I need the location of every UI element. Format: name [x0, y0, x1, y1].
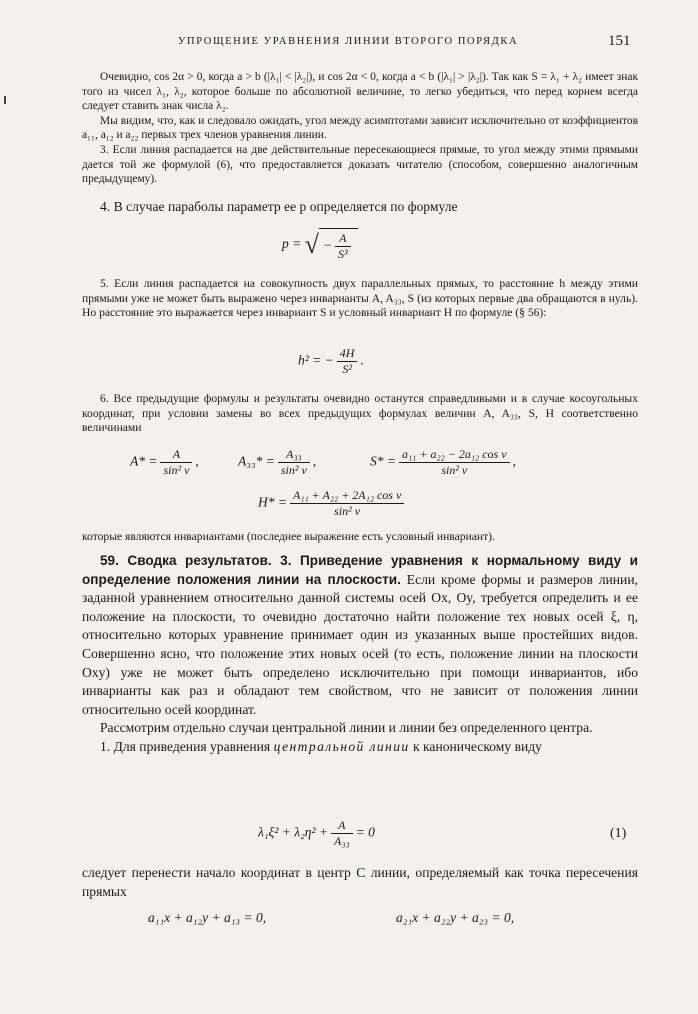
- a33-star-den: sin² ν: [280, 463, 307, 477]
- h-star-frac: [290, 488, 404, 519]
- item5-paragraph: 5. Если линия распадается на совокупность двух параллельных прямых, то расстояние h между этими прямыми уже не может быть выражено через инварианты A, A₃₃, S (из которых первые два обращаются в нуль). Но расстояние это выражается через инвариант S и условный инвариант H по формуле (§ 56):: [82, 277, 638, 320]
- formula-p-frac: [335, 231, 351, 262]
- a33-star-lhs: A₃₃* =: [238, 453, 275, 469]
- a33-star-frac: [278, 447, 310, 478]
- sqrt-sign: √: [304, 230, 319, 259]
- eq1-num: A: [331, 818, 353, 834]
- line-equation-2: a₂₁x + a₂₂y + a₂₃ = 0,: [396, 910, 515, 925]
- section-59-item1-c: к каноническому виду: [413, 738, 542, 754]
- formula-p-sign: −: [322, 237, 333, 253]
- h-star-num: A₁₁ + A₂₂ + 2A₁₂ cos ν: [290, 488, 404, 504]
- final-text: [82, 864, 638, 901]
- h-star-den: sin² ν: [334, 504, 361, 518]
- formula-h-end: .: [360, 352, 364, 368]
- page-number: 151: [608, 33, 631, 49]
- line-equation-1: a₁₁x + a₁₂y + a₁₃ = 0,: [148, 910, 267, 925]
- section-59-item1-a: 1. Для приведения уравнения: [100, 738, 271, 754]
- running-title: УПРОЩЕНИЕ УРАВНЕНИЯ ЛИНИИ ВТОРОГО ПОРЯДКА: [178, 36, 519, 47]
- formula-parameter: [282, 228, 358, 262]
- a-star-num: A: [160, 447, 192, 463]
- formula-p-num: A: [335, 231, 351, 247]
- formula-s-star: [370, 447, 516, 478]
- section-59: [82, 552, 638, 757]
- item4-paragraph: 4. В случае параболы параметр ее p определяется по формуле: [100, 199, 458, 214]
- final-paragraph: следует перенести начало координат в центр C линии, определяемый как точка пересечения прямых: [82, 865, 638, 899]
- formula-h-star: [258, 488, 407, 519]
- formula-distance: [298, 346, 364, 377]
- s-star-lhs: S* =: [370, 453, 396, 469]
- a-star-frac: [160, 447, 192, 478]
- formula-a33-star: [238, 447, 316, 478]
- after6-paragraph: которые являются инвариантами (последнее выражение есть условный инвариант).: [82, 530, 495, 543]
- eq1-frac: [331, 818, 353, 849]
- margin-mark: [4, 96, 6, 104]
- equation-1: [258, 818, 375, 849]
- a-star-den: sin² ν: [163, 463, 190, 477]
- formula-p-den: S³: [338, 247, 348, 261]
- paragraph-item3: 3. Если линия распадается на две действительные пересекающиеся прямые, то угол между этими прямыми дается той же формулой (6), что предоставляется доказать читателю (способом, совершенно аналогичным предыдущему).: [82, 143, 638, 186]
- a-star-lhs: A* =: [130, 453, 158, 469]
- section-59-item1-emph: центральной линии: [273, 738, 410, 754]
- item6-paragraph: 6. Все предыдущие формулы и результаты очевидно останутся справедливыми и в случае косоугольных координат, при условии замены во всех предыдущих формулах величин A, A₃₃, S, H соответственно величинами: [82, 392, 638, 435]
- a33-star-num: A₃₃: [278, 447, 310, 463]
- formula-p-lhs: p =: [282, 236, 302, 252]
- page-header: [0, 33, 698, 56]
- h-star-lhs: H* =: [258, 494, 287, 510]
- small-print-block: [82, 70, 638, 187]
- eq1-rhs: = 0: [355, 824, 375, 840]
- eq1-den: A₃₃: [334, 834, 350, 848]
- s-star-frac: [399, 447, 510, 478]
- eq1-lhs: λ₁ξ² + λ₂η² +: [258, 824, 328, 840]
- formula-h-frac: [337, 346, 358, 377]
- formula-h-lhs: h² = −: [298, 352, 334, 368]
- a-star-sep: ,: [195, 453, 199, 469]
- formula-a-star: [130, 447, 199, 478]
- s-star-sep: ,: [512, 453, 516, 469]
- section-59-heading: 59. Сводка результатов. 3. Приведение уравнения к нормальному виду и определение положения линии на плоскости.: [82, 553, 638, 587]
- paragraph-asymptotes: Мы видим, что, как и следовало ожидать, угол между асимптотами зависит исключительно от коэффициентов a₁₁, a₁₂ и a₂₂ первых трех членов уравнения линии.: [82, 114, 638, 142]
- after6-text: [82, 530, 638, 545]
- s-star-den: sin² ν: [441, 463, 468, 477]
- s-star-num: a₁₁ + a₂₂ − 2a₁₂ cos ν: [399, 447, 510, 463]
- item5-text: [82, 277, 638, 321]
- formula-h-den: S²: [342, 362, 352, 376]
- a33-star-sep: ,: [312, 453, 317, 469]
- paragraph-cos: Очевидно, cos 2α > 0, когда a > b (|λ₁| < |λ₂|), и cos 2α < 0, когда a < b (|λ₁| > |λ₂|). Так как S = λ₁ + λ₂ имеет знак того из чисел λ₁, λ₂, которое больше по абсолютной величине, то легко убедиться, что перед корнем всегда следует ставить знак числа λ₂.: [82, 71, 638, 113]
- item4-text: [82, 198, 638, 217]
- sqrt-body: [319, 228, 358, 262]
- formula-h-num: 4H: [337, 346, 358, 362]
- equation-1-number: (1): [610, 826, 627, 841]
- section-59-body: Если кроме формы и размеров линии, заданной уравнением относительно данной системы осей Ox, Oy, требуется определить и ее положение на плоскости, то очевидно достаточно найти положение тех новых осей ξ, η, относительно которых уравнение принимает один из указанных выше простейших видов. Совершенно ясно, что положение этих новых осей (то есть, положение линии на плоскости Oxy) уже не может быть определено исключительно при помощи инвариантов, ибо инварианты как раз и обладают тем свойством, что не зависит от положения линии относительно осей координат.: [82, 571, 638, 717]
- section-59-cases: Рассмотрим отдельно случаи центральной линии и линии без определенного центра.: [100, 720, 593, 736]
- item6-text: [82, 392, 638, 436]
